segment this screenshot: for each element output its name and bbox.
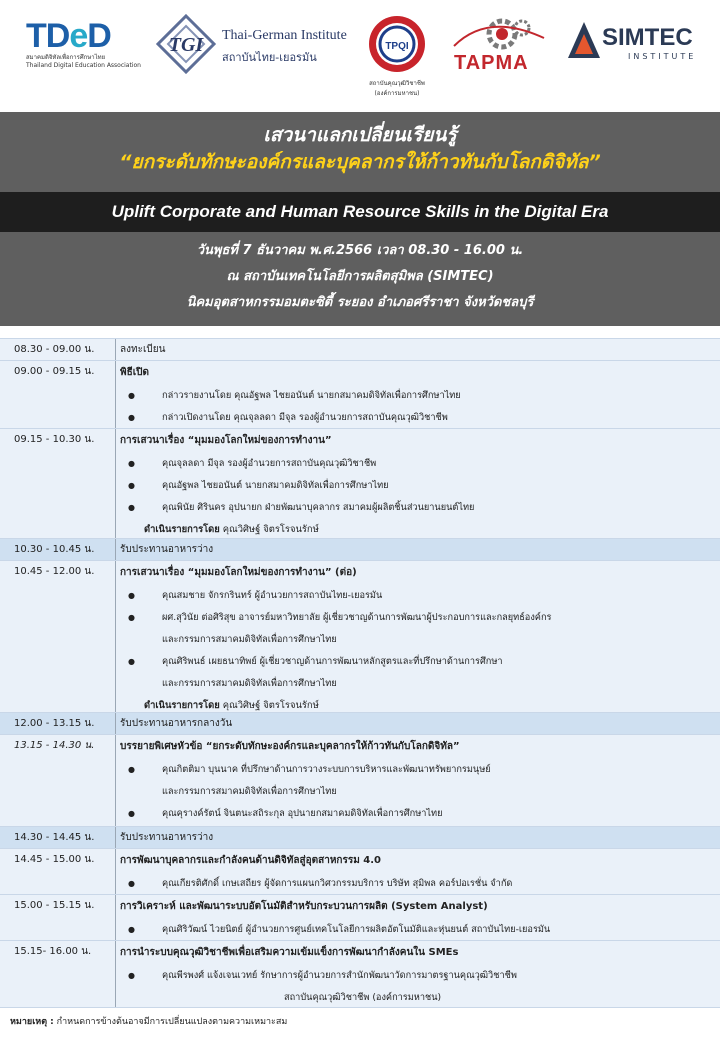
agenda-row-keynote — [0, 734, 720, 826]
agenda-row-digital-workforce — [0, 848, 720, 894]
agenda-item — [120, 763, 716, 776]
agenda-time: 09.15 - 10.30 น. — [0, 429, 116, 538]
agenda-table — [0, 338, 720, 1008]
agenda-time: 15.00 - 15.15 น. — [0, 895, 116, 940]
event-location: นิคมอุตสาหกรรมอมตะซิตี้ ระยอง อำเภอศรีราชา จังหวัดชลบุรี — [186, 295, 534, 310]
agenda-time: 08.30 - 09.00 น. — [0, 339, 116, 360]
agenda-item-text: คุณคุรางค์รัตน์ จินตนะสถิระกุล อุปนายกสมาคมดิจิทัลเพื่อการศึกษาไทย — [162, 808, 443, 819]
agenda-item-text: คุณพีรพงศ์ แจ้งเจนเวทย์ รักษาการผู้อำนวยการสำนักพัฒนาวัดการมาตรฐานคุณวุฒิวิชาชีพ — [162, 970, 517, 981]
bullet-icon: ● — [128, 971, 135, 980]
tapma-logo — [448, 16, 548, 76]
agenda-item-text: คุณพินัย ศิรินคร อุปนายก ฝ่ายพัฒนาบุคลากร สมาคมผู้ผลิตชิ้นส่วนยานยนต์ไทย — [162, 502, 475, 513]
agenda-item — [120, 807, 716, 820]
agenda-title: รับประทานอาหารว่าง — [120, 832, 214, 843]
banner-title-block — [0, 112, 720, 192]
agenda-item-text: คุณจุลลดา มีจุล รองผู้อำนวยการสถาบันคุณวุฒิวิชาชีพ — [162, 458, 377, 469]
footnote-text: กำหนดการข้างต้นอาจมีการเปลี่ยนแปลงตามความเหมาะสม — [53, 1017, 288, 1027]
tgi-name: Thai-German Institute — [222, 28, 347, 43]
agenda-content — [116, 561, 720, 712]
bullet-icon: ● — [128, 613, 135, 622]
footnote — [10, 1016, 287, 1028]
agenda-time: 15.15- 16.00 น. — [0, 941, 116, 1007]
tded-mark-c: D — [87, 17, 111, 55]
event-title: เสวนาแลกเปลี่ยนเรียนรู้ — [263, 124, 457, 146]
tded-logo — [26, 18, 144, 78]
agenda-title: การนำระบบคุณวุฒิวิชาชีพเพื่อเสริมความเข้มแข็งการพัฒนากำลังคนใน SMEs — [120, 947, 459, 958]
tapma-wordmark: TAPMA — [454, 52, 529, 74]
logo-strip — [0, 0, 720, 112]
bullet-icon: ● — [128, 765, 135, 774]
event-date: วันพุธที่ 7 ธันวาคม พ.ศ.2566 เวลา 08.30 - 16.00 น. — [196, 243, 524, 258]
agenda-item-text: คุณสมชาย จักรกรินทร์ ผู้อำนวยการสถาบันไทย-เยอรมัน — [162, 590, 383, 601]
event-subtitle: “ยกระดับทักษะองค์กรและบุคลากรให้ก้าวทันกับโลกดิจิทัล” — [119, 151, 601, 173]
agenda-moderator — [120, 523, 716, 536]
bullet-icon: ● — [128, 809, 135, 818]
moderator-name: คุณวิศิษฐ์ จิตรโรจนรักษ์ — [222, 524, 319, 535]
bullet-icon: ● — [128, 657, 135, 666]
agenda-row-coffee-break-2 — [0, 826, 720, 848]
tpqi-logo — [362, 14, 432, 100]
agenda-item — [120, 389, 716, 402]
agenda-row-system-analyst — [0, 894, 720, 940]
tded-sub-english: Thailand Digital Education Association — [26, 62, 141, 69]
agenda-item — [120, 589, 716, 602]
agenda-content — [116, 429, 720, 538]
agenda-content — [116, 827, 720, 848]
agenda-content — [116, 361, 720, 428]
agenda-content — [116, 713, 720, 734]
moderator-label: ดำเนินรายการโดย — [144, 700, 220, 711]
agenda-content — [116, 849, 720, 894]
tded-sub-thai: สมาคมดิจิทัลเพื่อการศึกษาไทย — [26, 54, 106, 61]
tpqi-sub-2: (องค์การมหาชน) — [374, 90, 420, 97]
bullet-icon: ● — [128, 481, 135, 490]
agenda-time: 10.45 - 12.00 น. — [0, 561, 116, 712]
agenda-row-panel-2 — [0, 560, 720, 712]
agenda-time: 10.30 - 10.45 น. — [0, 539, 116, 560]
agenda-item-text: คุณอัฐพล ไชยอนันต์ นายกสมาคมดิจิทัลเพื่อการศึกษาไทย — [162, 480, 389, 491]
tpqi-sub-1: สถาบันคุณวุฒิวิชาชีพ — [369, 80, 425, 87]
agenda-time: 13.15 - 14.30 น. — [0, 735, 116, 826]
agenda-title: การเสวนาเรื่อง “มุมมองโลกใหม่ของการทำงาน” (ต่อ) — [120, 567, 357, 578]
agenda-item-continued: และกรรมการสมาคมดิจิทัลเพื่อการศึกษาไทย — [162, 634, 337, 645]
agenda-item-text: คุณศิริวัฒน์ ไวยนิตย์ ผู้อำนวยการศูนย์เทคโนโลยีการผลิตอัตโนมัติและหุ่นยนต์ สถาบันไทย-เยอรมัน — [162, 924, 551, 935]
moderator-name: คุณวิศิษฐ์ จิตรโรจนรักษ์ — [222, 700, 319, 711]
agenda-time: 14.45 - 15.00 น. — [0, 849, 116, 894]
agenda-item-text: กล่าวรายงานโดย คุณอัฐพล ไชยอนันต์ นายกสมาคมดิจิทัลเพื่อการศึกษาไทย — [162, 390, 461, 401]
agenda-content — [116, 941, 720, 1007]
agenda-item — [120, 969, 716, 982]
event-venue: ณ สถาบันเทคโนโลยีการผลิตสุมิพล (SIMTEC) — [226, 269, 494, 284]
agenda-time: 14.30 - 14.45 น. — [0, 827, 116, 848]
tded-mark-a: TD — [26, 17, 70, 55]
agenda-item-continued: สถาบันคุณวุฒิวิชาชีพ (องค์การมหาชน) — [284, 992, 442, 1003]
agenda-item — [120, 611, 716, 624]
bullet-icon: ● — [128, 503, 135, 512]
simtec-triangle-icon — [566, 20, 602, 60]
agenda-item-continued: และกรรมการสมาคมดิจิทัลเพื่อการศึกษาไทย — [162, 786, 337, 797]
agenda-item — [120, 877, 716, 890]
agenda-item — [120, 655, 716, 668]
agenda-row-coffee-break — [0, 538, 720, 560]
agenda-row-smes — [0, 940, 720, 1008]
bullet-icon: ● — [128, 925, 135, 934]
agenda-item-continued: และกรรมการสมาคมดิจิทัลเพื่อการศึกษาไทย — [162, 678, 337, 689]
tgi-emblem-icon — [156, 14, 216, 74]
agenda-item — [120, 501, 716, 514]
agenda-row-registration — [0, 338, 720, 360]
bullet-icon: ● — [128, 879, 135, 888]
svg-text:TPQI: TPQI — [385, 41, 409, 52]
simtec-wordmark: SIMTEC — [602, 24, 693, 51]
agenda-row-panel-1 — [0, 428, 720, 538]
bullet-icon: ● — [128, 459, 135, 468]
banner-english-block — [0, 192, 720, 232]
banner-info-block — [0, 232, 720, 326]
simtec-logo — [566, 20, 706, 70]
agenda-content — [116, 895, 720, 940]
agenda-title: รับประทานอาหารว่าง — [120, 544, 214, 555]
bullet-icon: ● — [128, 591, 135, 600]
bullet-icon: ● — [128, 413, 135, 422]
agenda-item-text: คุณกิตติมา บุนนาค ที่ปรึกษาด้านการวางระบบการบริหารและพัฒนาทรัพยากรมนุษย์ — [162, 764, 491, 775]
agenda-title: บรรยายพิเศษหัวข้อ “ยกระดับทักษะองค์กรและบุคลากรให้ก้าวทันกับโลกดิจิทัล” — [120, 741, 460, 752]
agenda-item — [120, 923, 716, 936]
agenda-content — [116, 539, 720, 560]
agenda-title: พิธีเปิด — [120, 367, 149, 378]
agenda-time: 09.00 - 09.15 น. — [0, 361, 116, 428]
tded-mark-b: e — [69, 17, 88, 55]
agenda-item-text: ผศ.สุวินัย ต่อศิริสุข อาจารย์มหาวิทยาลัย ผู้เชี่ยวชาญด้านการพัฒนาผู้ประกอบการและกลยุทธ์องค์กร — [162, 612, 552, 623]
agenda-item — [120, 457, 716, 470]
moderator-label: ดำเนินรายการโดย — [144, 524, 220, 535]
agenda-title: รับประทานอาหารกลางวัน — [120, 718, 233, 729]
svg-text:TGI: TGI — [168, 34, 204, 56]
agenda-row-opening — [0, 360, 720, 428]
agenda-item — [120, 479, 716, 492]
footnote-label: หมายเหตุ : — [10, 1017, 54, 1027]
gear-icon — [448, 16, 548, 56]
event-english-title: Uplift Corporate and Human Resource Skills in the Digital Era — [111, 202, 609, 221]
agenda-time: 12.00 - 13.15 น. — [0, 713, 116, 734]
tgi-thai-name: สถาบันไทย-เยอรมัน — [222, 51, 317, 64]
tded-wordmark — [26, 18, 144, 54]
tgi-logo — [156, 14, 366, 78]
agenda-content — [116, 339, 720, 360]
agenda-moderator — [120, 699, 716, 712]
agenda-title: ลงทะเบียน — [120, 344, 166, 355]
tpqi-seal-icon — [367, 14, 427, 74]
simtec-sub: INSTITUTE — [628, 52, 697, 61]
agenda-item — [120, 411, 716, 424]
agenda-item-text: กล่าวเปิดงานโดย คุณจุลลดา มีจุล รองผู้อำนวยการสถาบันคุณวุฒิวิชาชีพ — [162, 412, 448, 423]
agenda-row-lunch — [0, 712, 720, 734]
agenda-title: การวิเคราะห์ และพัฒนาระบบอัตโนมัติสำหรับกระบวนการผลิต (System Analyst) — [120, 901, 488, 912]
agenda-content — [116, 735, 720, 826]
agenda-item-text: คุณศิริพนธ์ เผยธนาทิพย์ ผู้เชี่ยวชาญด้านการพัฒนาหลักสูตรและที่ปรึกษาด้านการศึกษา — [162, 656, 503, 667]
bullet-icon: ● — [128, 391, 135, 400]
agenda-title: การพัฒนาบุคลากรและกำลังคนด้านดิจิทัลสู่อุตสาหกรรม 4.0 — [120, 855, 381, 866]
agenda-title: การเสวนาเรื่อง “มุมมองโลกใหม่ของการทำงาน” — [120, 435, 332, 446]
agenda-item-text: คุณเกียรติศักดิ์ เกษเสถียร ผู้จัดการแผนกวิศวกรรมบริการ บริษัท สุมิพล คอร์ปอเรชั่น จำกัด — [162, 878, 513, 889]
